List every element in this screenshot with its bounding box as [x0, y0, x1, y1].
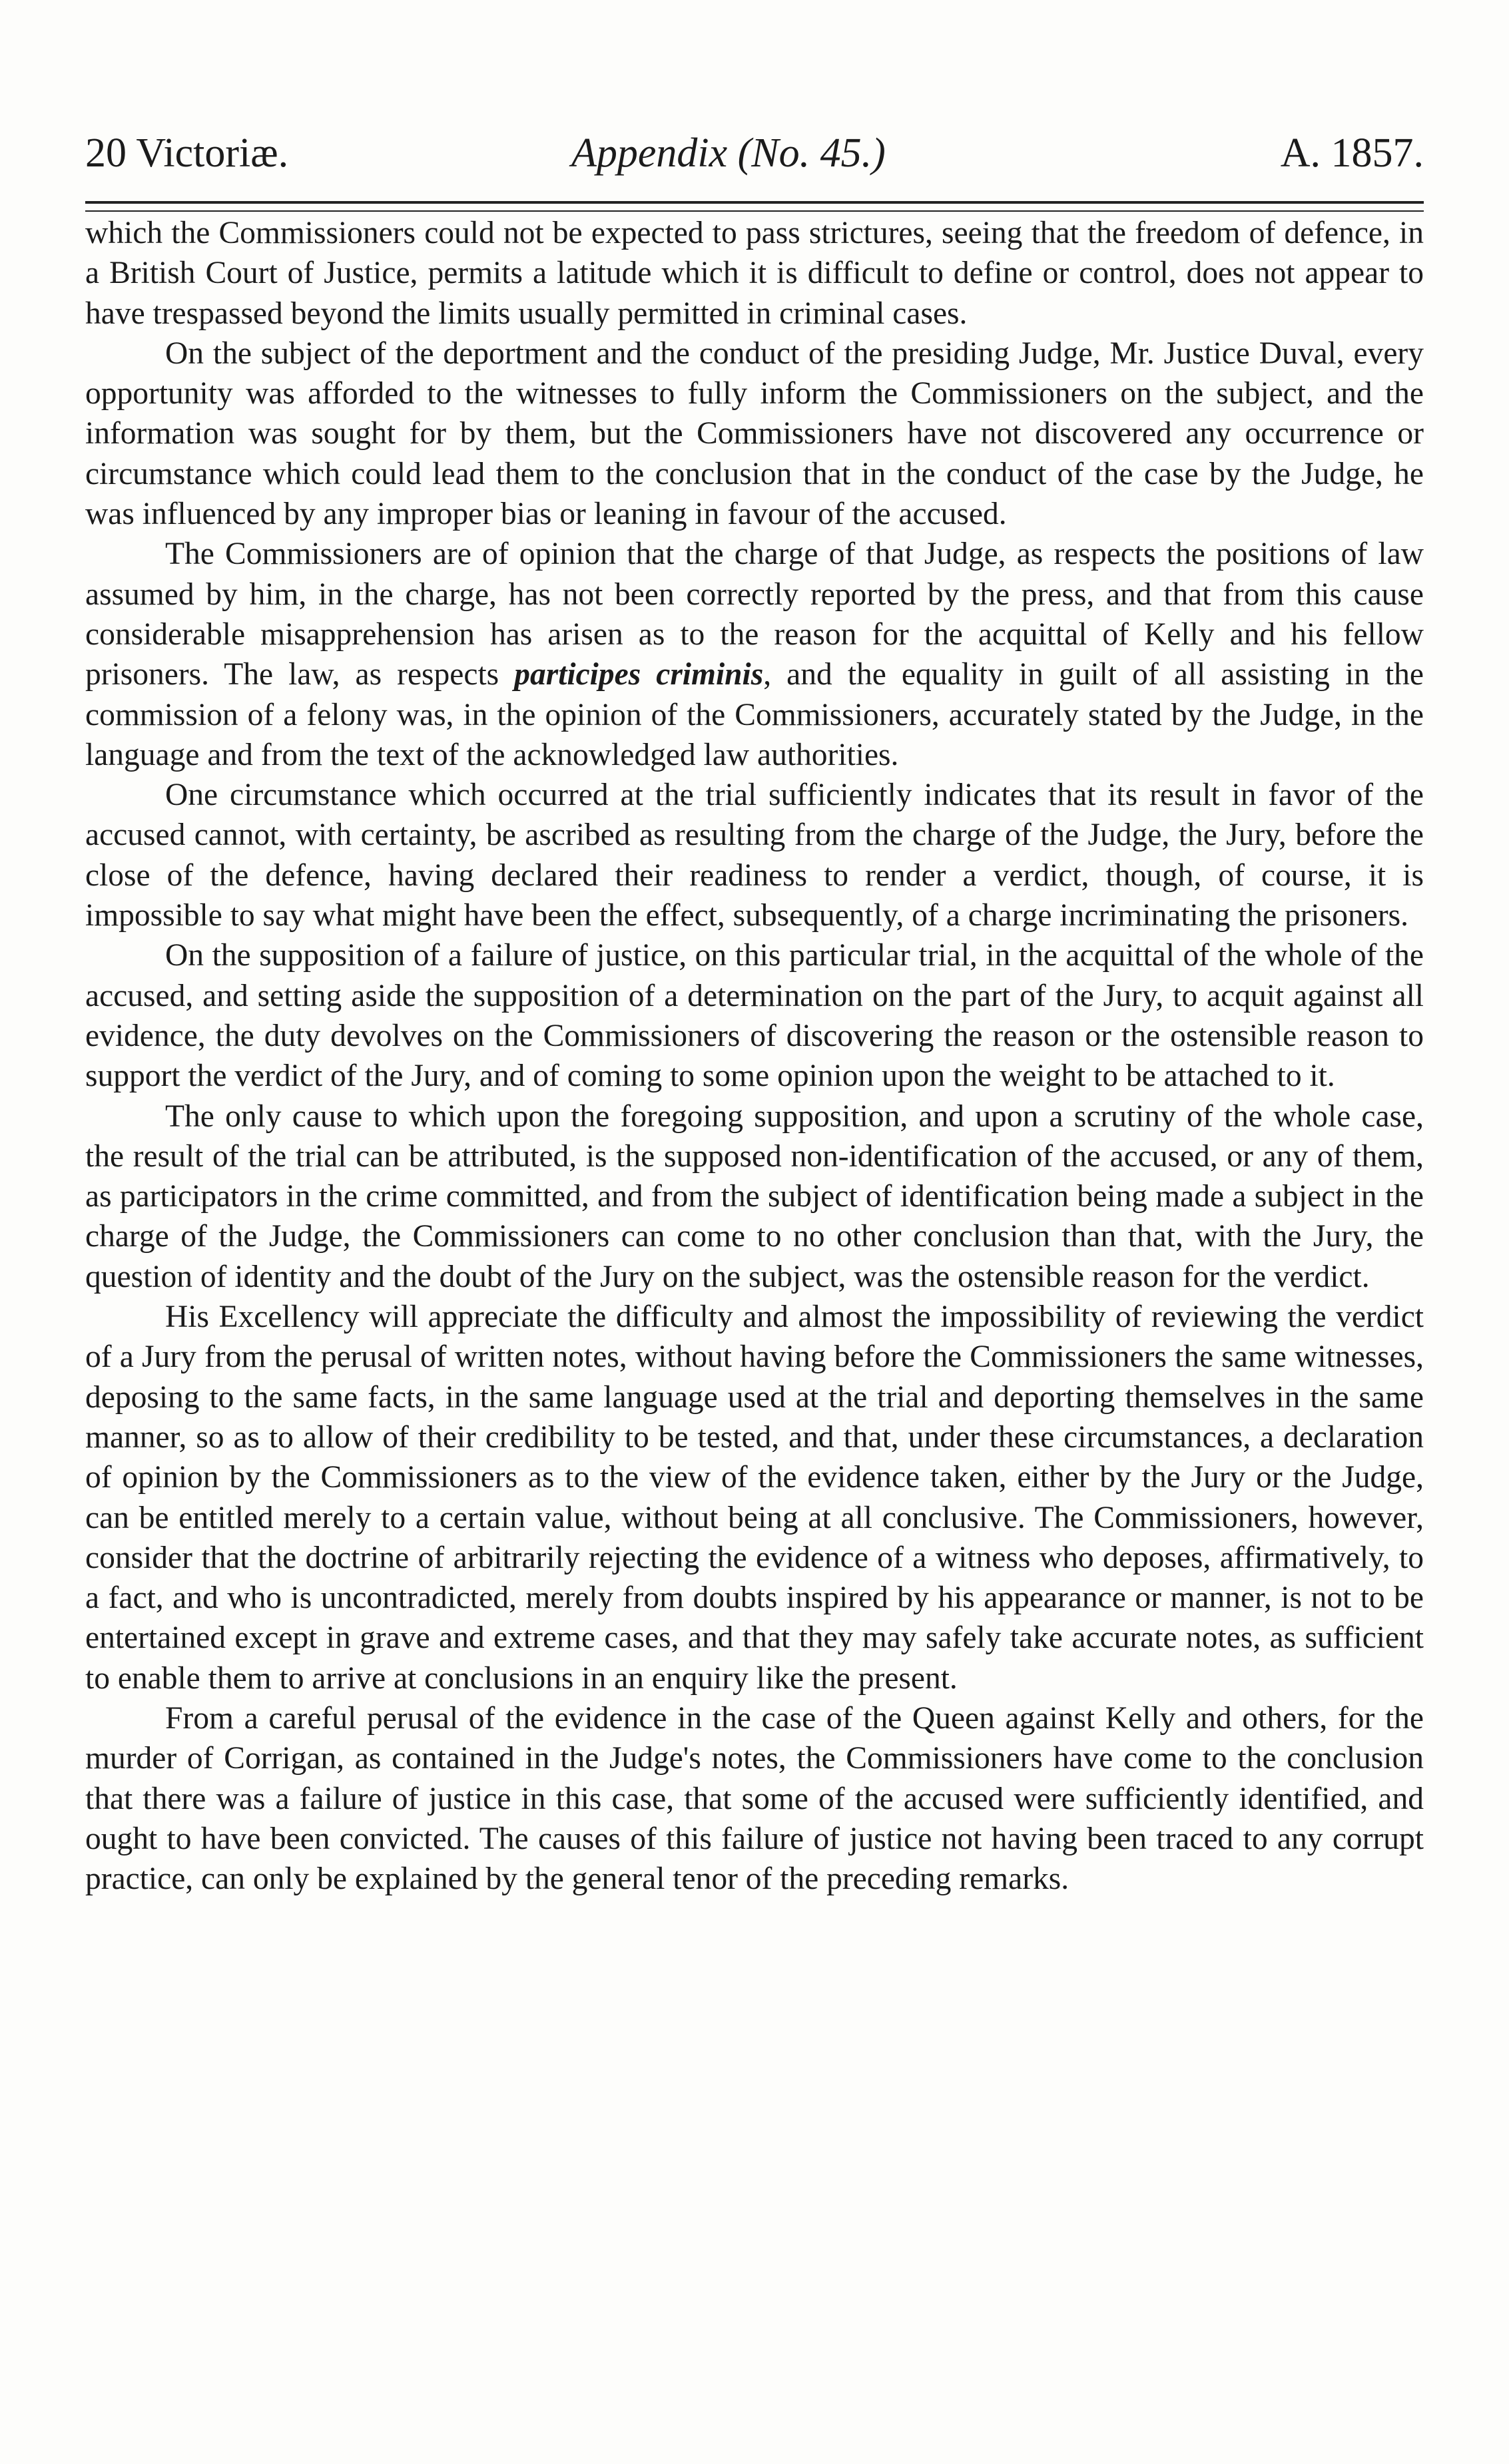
paragraph-identification: The only cause to which upon the foregoing supposition, and upon a scrutiny of the whole case, the result of the trial can be attributed, is the supposed non-identification of the accused, or any of them, as participators in the crime committed, and from the subject of identification being made a subject in the charge of the Judge, the Commissioners can come to no other conclusion than that, with the Jury, the question of identity and the doubt of the Jury on the subject, was the ostensible reason for the verdict.: [85, 1099, 1424, 1294]
paragraph-text: The Commissioners are of opinion that the charge of that Judge, as respects the positions of law assumed by him, in the charge, has not been correctly reported by the press, and that from this cause considerable misapprehension has arisen as to the reason for the acquittal of Kelly and his fellow prisoners. The law, as respects: [85, 537, 1424, 692]
paragraph-continuation: which the Commissioners could not be expected to pass strictures, seeing that the freedom of defence, in a British Court of Justice, permits a latitude which it is difficult to define or control, does not appear to have trespassed beyond the limits usually permitted in criminal cases.: [85, 216, 1424, 331]
paragraph-judge-deportment: On the subject of the deportment and the conduct of the presiding Judge, Mr. Justice Duval, every opportunity was afforded to the witnesses to fully inform the Commissioners on the subject, and the information was sought for by them, but the Commissioners have not discovered any occurrence or circumstance which could lead them to the conclusion that in the conduct of the case by the Judge, he was influenced by any improper bias or leaning in favour of the accused.: [85, 336, 1424, 532]
paragraph-failure-supposition: On the supposition of a failure of justice, on this particular trial, in the acquittal of the whole of the accused, and setting aside the supposition of a determination on the part of the Jury, to acquit against all evidence, the duty devolves on the Commissioners of discovering the reason or the ostensible reason to support the verdict of the Jury, and of coming to some opinion upon the weight to be attached to it.: [85, 938, 1424, 1094]
header-rule-thick: [85, 201, 1424, 204]
header-session: 20 Victoriæ.: [85, 130, 289, 176]
latin-term: participes criminis: [514, 657, 764, 692]
header-year: A. 1857.: [1280, 130, 1424, 176]
paragraph-text: , and the equality in guilt of all assisting in the commission of a felony was, in the opinion of the Commissioners, accurately stated by the Judge, in the language and from the text of the acknowledged law authorities.: [85, 657, 1424, 772]
paragraph-excellency: His Excellency will appreciate the difficulty and almost the impossibility of reviewing the verdict of a Jury from the perusal of written notes, without having before the Commissioners the same witnesses, deposing to the same facts, in the same language used at the trial and deporting themselves in the same manner, so as to allow of their credibility to be tested, and that, under these circumstances, a declaration of opinion by the Commissioners as to the view of the evidence taken, either by the Jury or the Judge, can be entitled merely to a certain value, without being at all conclusive. The Commissioners, however, consider that the doctrine of arbitrarily rejecting the evidence of a witness who deposes, affirmatively, to a fact, and who is uncontradicted, merely from doubts inspired by his appearance or manner, is not to be entertained except in grave and extreme cases, and that they may safely take accurate notes, as sufficient to enable them to arrive at conclusions in an enquiry like the present.: [85, 1300, 1424, 1696]
running-header: [85, 126, 1424, 180]
paragraph-conclusion: From a careful perusal of the evidence in the case of the Queen against Kelly and others, for the murder of Corrigan, as contained in the Judge's notes, the Commissioners have come to the conclusion that there was a failure of justice in this case, that some of the accused were sufficiently identified, and ought to have been convicted. The causes of this failure of justice not having been traced to any corrupt practice, can only be explained by the general tenor of the preceding remarks.: [85, 1700, 1424, 1897]
header-appendix: Appendix (No. 45.): [571, 130, 886, 176]
paragraph-charge-reported: [85, 534, 1424, 775]
report-body: [85, 213, 1424, 1899]
header-rule-thin: [85, 210, 1424, 212]
paragraph-jury-readiness: One circumstance which occurred at the trial sufficiently indicates that its result in favor of the accused cannot, with certainty, be ascribed as resulting from the charge of the Judge, the Jury, before the close of the defence, having declared their readiness to render a verdict, though, of course, it is impossible to say what might have been the effect, subsequently, of a charge incriminating the prisoners.: [85, 778, 1424, 933]
